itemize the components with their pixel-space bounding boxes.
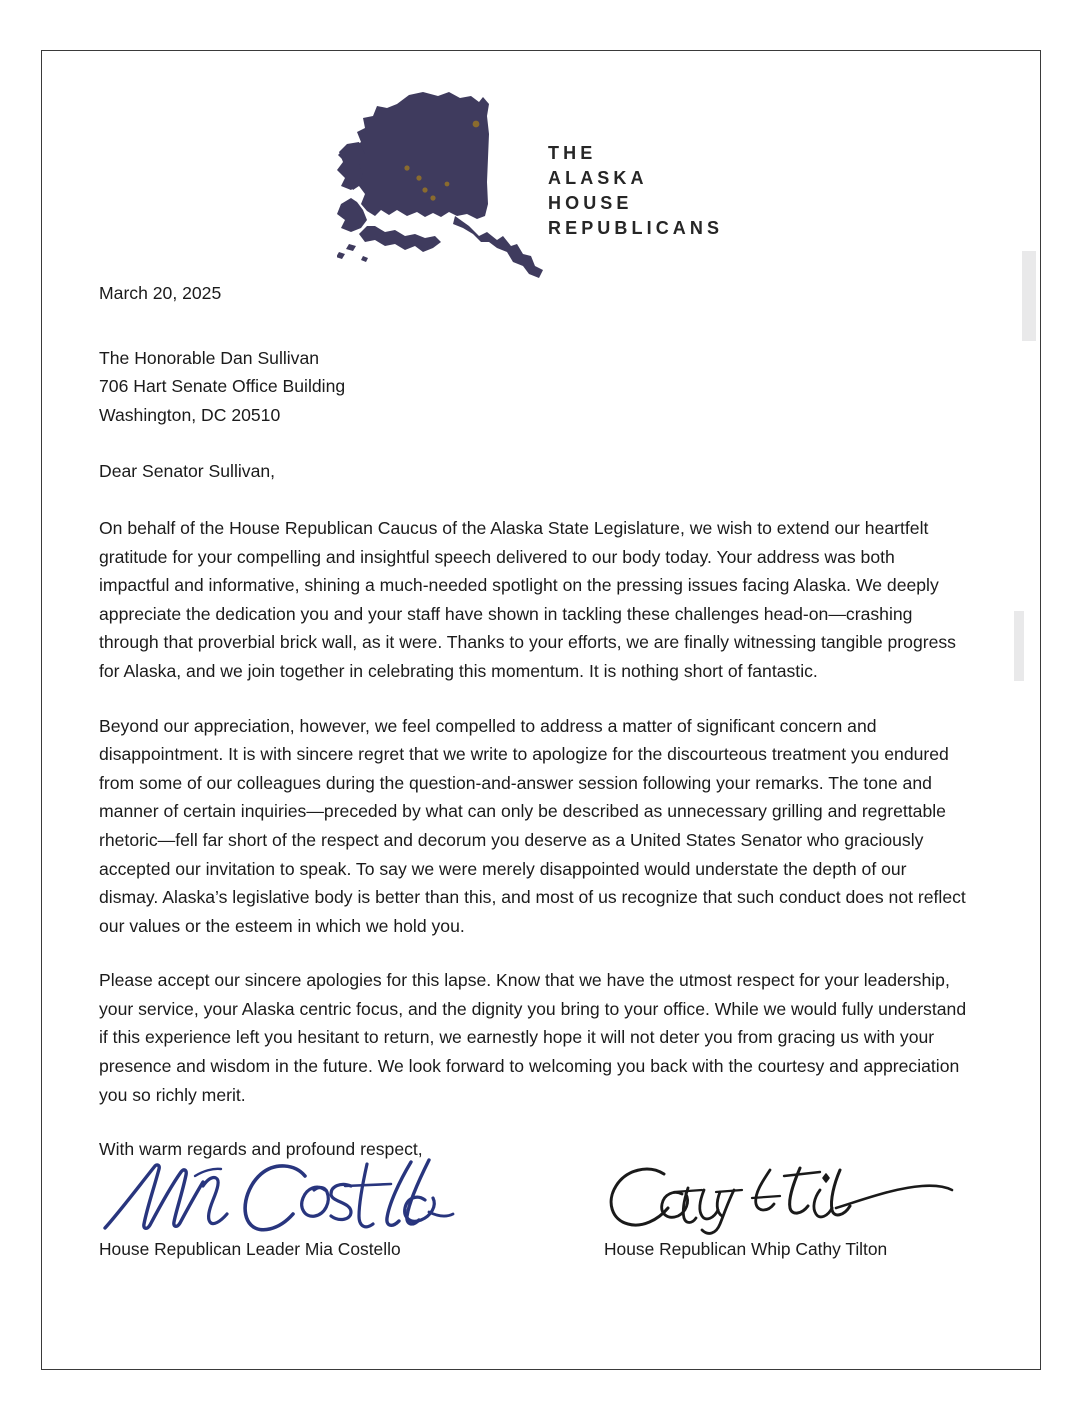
signature-block-tilton: [604, 1156, 994, 1260]
alaska-map-icon: [337, 86, 557, 281]
signature-area: [99, 1156, 979, 1291]
letter-date: March 20, 2025: [99, 283, 222, 303]
closing: With warm regards and profound respect,: [99, 1139, 423, 1160]
signature-image-tilton: [604, 1156, 994, 1238]
signature-image-costello: [99, 1156, 499, 1238]
letterhead-title: [548, 141, 723, 241]
scanned-page: [41, 50, 1041, 1370]
letter-body: [99, 279, 967, 1164]
signature-block-costello: [99, 1156, 499, 1260]
letterhead-line-3: HOUSE: [548, 193, 633, 213]
scan-artifact: [1022, 251, 1036, 341]
letterhead-line-1: THE: [548, 143, 597, 163]
recipient-name: The Honorable Dan Sullivan: [99, 347, 320, 368]
salutation: Dear Senator Sullivan,: [99, 461, 276, 482]
paragraph-1: On behalf of the House Republican Caucus of the Alaska State Legislature, we wish to extend our heartfelt gratitude for your compelling and insightful speech delivered to our body today. Your address was both impactful and informative, shining a much-needed spotlight on the pressing issues facing Alaska. We deeply appreciate the dedication you and your staff have shown in tackling these challenges head-on—crashing through that proverbial brick wall, as it were. Thanks to your efforts, we are finally witnessing tangible progress for Alaska, and we join together in celebrating this momentum. It is nothing short of fantastic.: [99, 517, 956, 681]
scan-artifact: [1014, 611, 1024, 681]
letterhead-line-4: REPUBLICANS: [548, 218, 724, 238]
letterhead-line-2: ALASKA: [548, 168, 648, 188]
paragraph-3: Please accept our sincere apologies for this lapse. Know that we have the utmost respect for your leadership, your service, your Alaska centric focus, and the dignity you bring to your office. While we would fully understand if this experience left you hesitant to return, we earnestly hope it will not deter you from gracing us with your presence and wisdom in the future. We look forward to welcoming you back with the courtesy and appreciation you so richly merit.: [99, 970, 967, 1105]
paragraph-2: Beyond our appreciation, however, we feel compelled to address a matter of significant concern and disappointment. It is with sincere regret that we write to apologize for the discourteous treatment you endured from some of our colleagues during the question-and-answer session following your remarks. The tone and manner of certain inquiries—preceded by what can only be described as unnecessary grilling and regrettable rhetoric—fell far short of the respect and decorum you deserve as a United States Senator who graciously accepted our invitation to speak. To say we were merely disappointed would understate the depth of our dismay. Alaska’s legislative body is better than this, and most of us recognize that such conduct does not reflect our values or the esteem in which we hold you.: [99, 715, 966, 936]
signature-cathy-tilton-icon: [604, 1156, 964, 1238]
letterhead: [337, 86, 737, 281]
signature-caption-tilton: House Republican Whip Cathy Tilton: [604, 1239, 888, 1259]
recipient-address-line: 706 Hart Senate Office Building: [99, 376, 346, 397]
signature-caption-costello: House Republican Leader Mia Costello: [99, 1239, 401, 1259]
recipient-city-state-zip: Washington, DC 20510: [99, 404, 281, 425]
recipient-address: [99, 344, 967, 430]
signature-mia-costello-icon: [99, 1156, 459, 1238]
